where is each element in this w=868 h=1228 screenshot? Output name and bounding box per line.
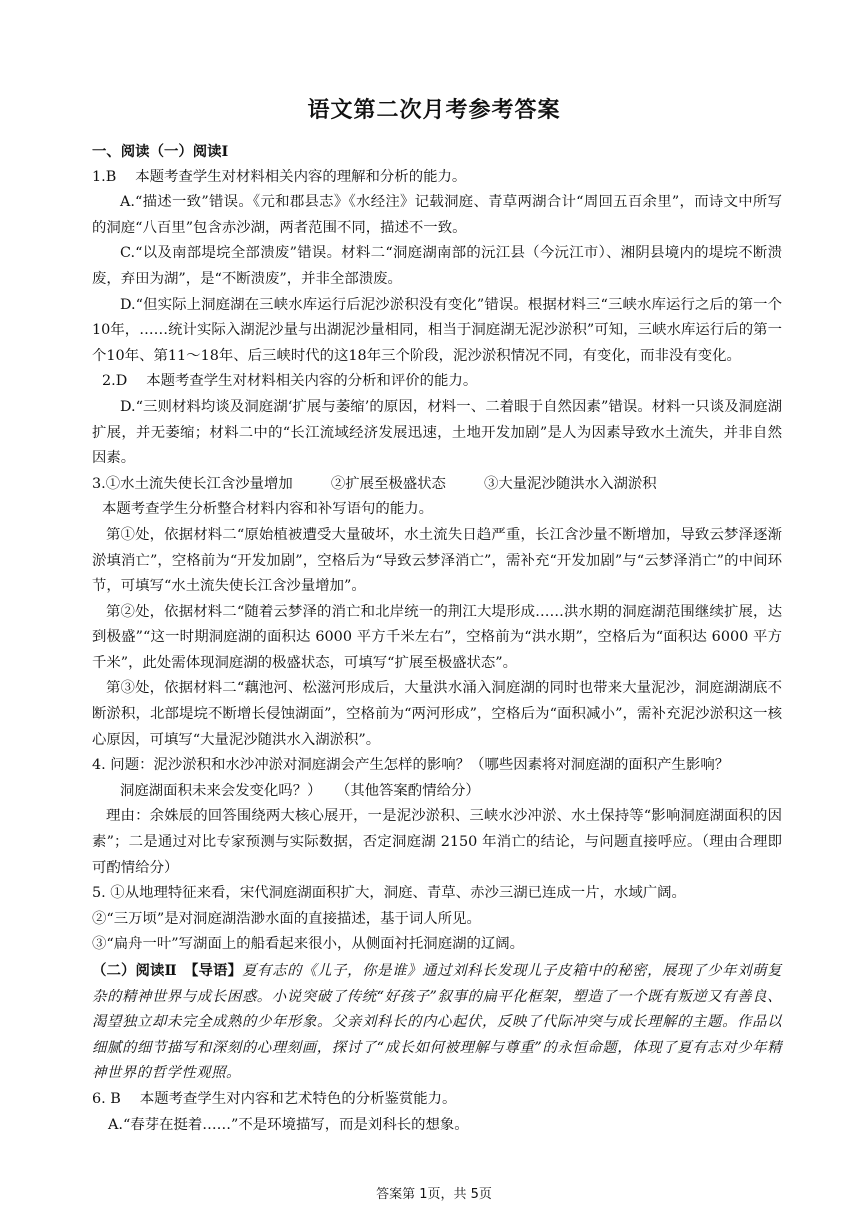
q1-head: 1.B 本题考查学生对材料相关内容的理解和分析的能力。 <box>92 168 467 185</box>
q5-point-1: 5. ①从地理特征来看，宋代洞庭湖面积扩大，洞庭、青草、赤沙三湖已连成一片，水域广阔。 <box>92 885 686 902</box>
q3-intro: 本题考查学生分析整合材料内容和补写语句的能力。 <box>102 501 433 518</box>
q3-answer-3: ③大量泥沙随洪水入湖淤积 <box>483 475 657 492</box>
q6-head: 6. B 本题考查学生对内容和艺术特色的分析鉴赏能力。 <box>92 1090 457 1107</box>
q5-point-3: ③“扁舟一叶”写湖面上的船看起来很小，从侧面衬托洞庭湖的辽阔。 <box>92 936 525 953</box>
q2-head: 2.D 本题考查学生对材料相关内容的分析和评价的能力。 <box>102 373 478 390</box>
q1-option-d: D.“但实际上洞庭湖在三峡水库运行后泥沙淤积没有变化”错误。根据材料三“三峡水库运行之后的第一个10年，……统计实际入湖泥沙量与出湖泥沙量相同，相当于洞庭湖无泥沙淤积”可知，三峡水库运行后的第一个10年、第11～18年、后三峡时代的这18年三个阶段，泥沙淤积情况不同，有变化，而非没有变化。 <box>92 296 782 364</box>
q5-point-2: ②“三万顷”是对洞庭湖浩渺水面的直接描述，基于词人所见。 <box>92 910 481 927</box>
answer-content <box>92 139 782 1138</box>
q3-point-3: 第③处，依据材料二“藕池河、松滋河形成后，大量洪水涌入洞庭湖的同时也带来大量泥沙，洞庭湖湖底不断淤积，北部堤垸不断增长侵蚀湖面”，空格前为“两河形成”，空格后为“面积减小”，需补充泥沙淤积这一核心原因，可填写“大量泥沙随洪水入湖淤积”。 <box>92 680 782 748</box>
page-footer: 答案第 1页，共 5页 <box>376 1187 492 1202</box>
q6-option-a: A.“春芽在挺着……”不是环境描写，而是刘科长的想象。 <box>108 1116 469 1133</box>
q4-reason: 理由：余姝辰的回答围绕两大核心展开，一是泥沙淤积、三峡水沙冲淤、水土保持等“影响洞庭湖面积的因素”；二是通过对比专家预测与实际数据，否定洞庭湖 2150 年消亡的结论，与问题直接呼应。（理由合理即可酌情给分） <box>92 808 782 876</box>
q3-answer-1: 3.①水土流失使长江含沙量增加 <box>92 475 293 492</box>
page-title: 语文第二次月考参考答案 <box>307 97 561 123</box>
q2-body: D.“三则材料均谈及洞庭湖‘扩展与萎缩’的原因，材料一、二着眼于自然因素”错误。材料一只谈及洞庭湖扩展，并无萎缩；材料二中的“长江流域经济发展迅速，土地开发加剧”是人为因素导致水土流失，并非自然因素。 <box>92 398 782 467</box>
q3-answer-2: ②扩展至极盛状态 <box>330 475 446 492</box>
section2-guide-text: 夏有志的《儿子，你是谁》通过刘科长发现儿子皮箱中的秘密，展现了少年刘萌复杂的精神世界与成长困惑。小说突破了传统“好孩子”叙事的扁平化框架，塑造了一个既有叛逆又有善良、渴望独立却未完全成熟的少年形象。父亲刘科长的内心起伏，反映了代际冲突与成长理解的主题。作品以细腻的细节描写和深刻的心理刻画，探讨了“成长如何被理解与尊重”的永恒命题，体现了夏有志对少年精神世界的哲学性观照。 <box>92 963 782 1082</box>
q3-point-2: 第②处，依据材料二“随着云梦泽的消亡和北岸统一的荆江大堤形成……洪水期的洞庭湖范围继续扩展，达到极盛”“这一时期洞庭湖的面积达 6000 平方千米左右”，空格前为“洪水期”，空格后为“面积达 6000 平方千米”，此处需体现洞庭湖的极盛状态，可填写“扩展至极盛状态”。 <box>92 603 782 671</box>
q1-option-c: C.“以及南部堤垸全部溃废”错误。材料二“洞庭湖南部的沅江县（今沅江市）、湘阴县境内的堤垸不断溃废，弃田为湖”，是“不断溃废”，并非全部溃废。 <box>92 245 782 287</box>
q3-answers <box>92 472 782 498</box>
q3-point-1: 第①处，依据材料二“原始植被遭受大量破坏，水土流失日趋严重，长江含沙量不断增加，导致云梦泽逐渐淤填消亡”，空格前为“开发加剧”，空格后为“导致云梦泽消亡”，需补充“开发加剧”与“云梦泽消亡”的中间环节，可填写“水土流失使长江含沙量增加”。 <box>92 526 782 595</box>
section-heading: 一、阅读（一）阅读Ⅰ <box>92 143 229 160</box>
section2-heading: （二）阅读Ⅱ 【导语】 <box>92 962 243 979</box>
q1-option-a: A.“描述一致”错误。《元和郡县志》《水经注》记载洞庭、青草两湖合计“周回五百余里”，而诗文中所写的洞庭“八百里”包含赤沙湖，两者范围不同，描述不一致。 <box>92 194 782 236</box>
q4-question-line: 4. 问题：泥沙淤积和水沙冲淤对洞庭湖会产生怎样的影响？（哪些因素将对洞庭湖的面积产生影响？ <box>92 757 730 774</box>
q4-question-line-2: 洞庭湖面积未来会发变化吗？） （其他答案酌情给分） <box>120 782 480 799</box>
section2-intro <box>92 958 782 1087</box>
